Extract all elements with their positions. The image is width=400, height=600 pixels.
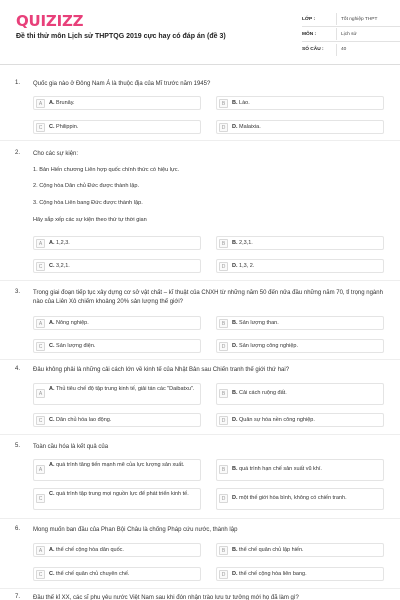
document-title: Đề thi thử môn Lịch sử THPTQG 2019 cực hay có đáp án (đề 3) [16, 33, 226, 40]
option-text: Sản lượng than. [239, 320, 279, 326]
question-separator [0, 280, 400, 281]
option-a[interactable]: A A. 1,2,3. [33, 236, 201, 250]
option-d[interactable]: D D. Quân sự hóa nền công nghiệp. [216, 413, 384, 427]
option-b[interactable]: B B. 2,3,1. [216, 236, 384, 250]
option-letter: B [219, 546, 228, 555]
option-text: 3,2,1. [56, 263, 70, 269]
option-letter: D [219, 416, 228, 425]
option-a[interactable]: A A. thể chế cộng hòa dân quốc. [33, 543, 201, 557]
option-letter: A [36, 239, 45, 248]
option-text: thể chế quân chủ lập hiến. [239, 547, 304, 553]
option-letter: D [219, 494, 228, 503]
question-text: Cho các sự kiện: [33, 151, 79, 157]
meta-label: SỐ CÂU : [302, 47, 324, 52]
document-header [16, 10, 384, 62]
question-text: Mong muốn ban đầu của Phan Bội Châu là chống Pháp cứu nước, thành lập [33, 527, 238, 533]
question-text: Đầu thế kỉ XX, các sĩ phu yêu nước Việt Nam sau khi đón nhận trào lưu tư tưởng mới họ đã làm gì? [33, 595, 299, 600]
option-letter: D [219, 262, 228, 271]
option-letter: D [219, 342, 228, 351]
option-b[interactable]: B B. quá trình hạn chế sản xuất vũ khí. [216, 459, 384, 481]
option-letter: D [219, 123, 228, 132]
meta-value: Tốt nghiệp THPT [341, 16, 378, 22]
meta-row-count [302, 42, 400, 57]
option-text: Cải cách ruộng đất. [239, 390, 287, 396]
option-letter: B [219, 389, 228, 398]
option-b[interactable]: B B. Lào. [216, 96, 384, 110]
question-separator [0, 518, 400, 519]
option-text: Nông nghiệp. [56, 320, 89, 326]
option-text: thể chế cộng hòa liên bang. [239, 571, 307, 577]
option-d[interactable]: D D. Malaixia. [216, 120, 384, 134]
option-c[interactable]: C C. Philippin. [33, 120, 201, 134]
option-d[interactable]: D D. một thế giới hòa bình, không có chiến tranh. [216, 488, 384, 510]
option-letter: C [36, 262, 45, 271]
question-line: 2. Cộng hòa Dân chủ Đức được thành lập. [33, 183, 140, 189]
meta-label: LỚP : [302, 16, 316, 22]
question-number: 5. [15, 443, 21, 449]
option-a[interactable]: A A. quá trình tăng tiến mạnh mẽ của lực lượng sản xuất. [33, 459, 201, 481]
option-b[interactable]: B B. thể chế quân chủ lập hiến. [216, 543, 384, 557]
option-letter: A [36, 465, 45, 474]
question-number: 3. [15, 289, 21, 295]
question-line: 3. Cộng hòa Liên bang Đức được thành lập. [33, 200, 143, 206]
option-text: quá trình tăng tiến mạnh mẽ của lực lượng sản xuất. [56, 462, 185, 468]
option-a[interactable]: A A. Nông nghiệp. [33, 316, 201, 330]
option-text: Lào. [239, 100, 250, 106]
question-text: Đâu không phải là những cải cách lớn về kinh tế của Nhật Bản sau Chiến tranh thế giới thứ hai? [33, 367, 290, 373]
option-letter: A [36, 389, 45, 398]
question-number: 2. [15, 150, 21, 156]
quizizz-logo: QUIZIZZ [16, 12, 84, 30]
question-line: Hãy sắp xếp các sự kiện theo thứ tự thời gian [33, 217, 147, 223]
option-d[interactable]: D D. Sản lượng công nghiệp. [216, 339, 384, 353]
option-letter: B [219, 319, 228, 328]
option-text: quá trình hạn chế sản xuất vũ khí. [239, 466, 322, 472]
option-text: Thủ tiêu chế độ tập trung kinh tế, giải tán các "Daibatxu". [55, 386, 195, 392]
question-number: 1. [15, 80, 21, 86]
option-text: thể chế quân chủ chuyên chế. [56, 571, 130, 577]
option-b[interactable]: B B. Cải cách ruộng đất. [216, 383, 384, 405]
question-text: Quốc gia nào ở Đông Nam Á là thuộc địa của Mĩ trước năm 1945? [33, 81, 211, 87]
option-letter: B [219, 465, 228, 474]
option-text: Sản lượng công nghiệp. [239, 343, 299, 349]
option-text: thể chế cộng hòa dân quốc. [56, 547, 124, 553]
meta-value: Lịch sử [341, 31, 357, 37]
option-c[interactable]: C C. 3,2,1. [33, 259, 201, 273]
option-c[interactable]: C C. Dân chủ hóa lao động. [33, 413, 201, 427]
option-text: Dân chủ hóa lao động. [56, 417, 112, 423]
option-d[interactable]: D D. 1,3, 2. [216, 259, 384, 273]
option-text: Quân sự hóa nền công nghiệp. [239, 417, 315, 423]
option-text: quá trình tập trung mọi nguồn lực để phát triển kinh tế. [56, 491, 189, 497]
question-separator [0, 434, 400, 435]
meta-row-subject [302, 27, 400, 42]
option-letter: B [219, 99, 228, 108]
question-text: Trong giai đoạn tiếp tục xây dựng cơ sở vật chất – kĩ thuật của CNXH từ những năm 50 đến nửa đầu những năm 70, tỉ trọng ngành nào của Liên Xô chiếm khoảng 20% sản lượng thế giới? [33, 290, 383, 305]
option-c[interactable]: C C. Sản lượng điện. [33, 339, 201, 353]
option-letter: C [36, 570, 45, 579]
question-separator [0, 359, 400, 360]
option-letter: B [219, 239, 228, 248]
option-c[interactable]: C C. quá trình tập trung mọi nguồn lực để phát triển kinh tế. [33, 488, 201, 510]
question-text: Toàn cầu hóa là kết quả của [33, 444, 109, 450]
option-text: Philippin. [56, 124, 79, 130]
meta-label: MÔN : [302, 31, 317, 37]
option-text: Sản lượng điện. [56, 343, 96, 349]
option-text: 1,3, 2. [239, 263, 255, 269]
meta-table [302, 12, 400, 57]
option-a[interactable]: A A. Thủ tiêu chế độ tập trung kinh tế, giải tán các "Daibatxu". [33, 383, 201, 405]
option-letter: A [36, 546, 45, 555]
option-d[interactable]: D D. thể chế cộng hòa liên bang. [216, 567, 384, 581]
question-line: 1. Bản Hiến chương Liên hợp quốc chính thức có hiệu lực. [33, 167, 180, 173]
option-text: 1,2,3. [56, 240, 70, 246]
meta-row-class [302, 12, 400, 27]
header-divider [0, 64, 400, 65]
option-letter: C [36, 342, 45, 351]
option-a[interactable]: A A. Brunây. [33, 96, 201, 110]
question-number: 7. [15, 594, 21, 600]
option-text: Malaixia. [239, 124, 261, 130]
option-letter: C [36, 494, 45, 503]
question-number: 4. [15, 366, 21, 372]
option-c[interactable]: C C. thể chế quân chủ chuyên chế. [33, 567, 201, 581]
question-separator [0, 588, 400, 589]
option-text: một thế giới hòa bình, không có chiến tranh. [239, 495, 347, 501]
question-separator [0, 140, 400, 141]
option-letter: C [36, 123, 45, 132]
question-number: 6. [15, 526, 21, 532]
meta-value: 40 [341, 47, 347, 52]
option-letter: D [219, 570, 228, 579]
option-letter: A [36, 319, 45, 328]
option-letter: A [36, 99, 45, 108]
option-letter: C [36, 416, 45, 425]
option-text: 2,3,1. [239, 240, 253, 246]
option-b[interactable]: B B. Sản lượng than. [216, 316, 384, 330]
option-text: Brunây. [56, 100, 75, 106]
